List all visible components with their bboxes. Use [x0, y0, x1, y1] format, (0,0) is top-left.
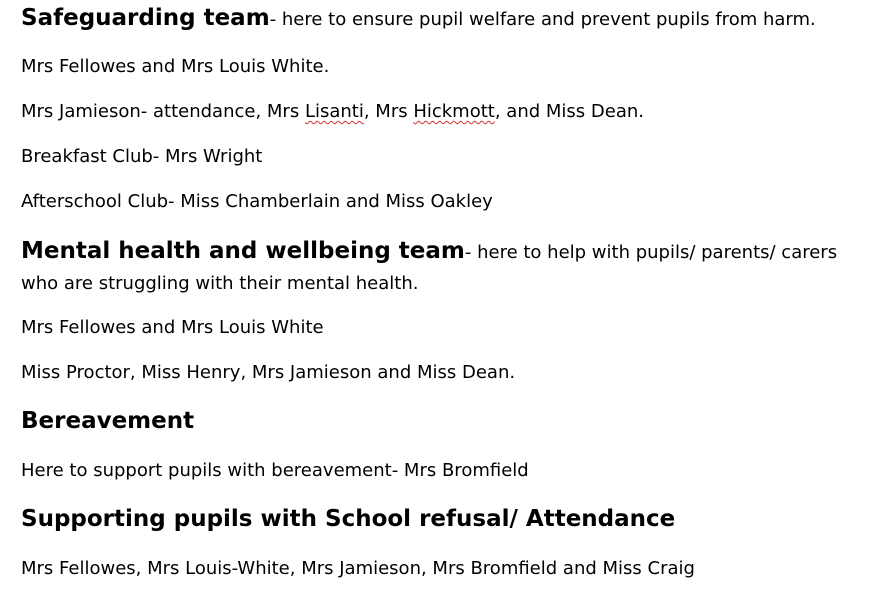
safeguarding-heading-line	[21, 3, 816, 33]
mental-health-staff-leads: Mrs Fellowes and Mrs Louis White	[21, 317, 324, 338]
school-refusal-staff-line: Mrs Fellowes, Mrs Louis-White, Mrs Jamieson, Mrs Bromfield and Miss Craig	[21, 558, 695, 579]
mental-health-staff-team: Miss Proctor, Miss Henry, Mrs Jamieson and Miss Dean.	[21, 362, 516, 383]
mental-health-heading: Mental health and wellbeing team	[21, 238, 465, 264]
safeguarding-staff-leads: Mrs Fellowes and Mrs Louis White.	[21, 56, 330, 77]
text-segment: , and Miss Dean.	[494, 101, 644, 122]
bereavement-heading: Bereavement	[21, 408, 195, 434]
safeguarding-description: - here to ensure pupil welfare and prevent pupils from harm.	[269, 9, 816, 30]
afterschool-club-line: Afterschool Club- Miss Chamberlain and Miss Oakley	[21, 191, 493, 212]
bereavement-heading-line	[21, 406, 194, 436]
safeguarding-staff-attendance	[21, 100, 644, 124]
safeguarding-heading: Safeguarding team	[21, 5, 270, 31]
bereavement-staff-line: Here to support pupils with bereavement- Mrs Bromfield	[21, 460, 529, 481]
mental-health-heading-line	[21, 236, 877, 299]
school-refusal-heading: Supporting pupils with School refusal/ Attendance	[21, 506, 676, 532]
school-refusal-heading-line	[21, 504, 675, 534]
breakfast-club-line: Breakfast Club- Mrs Wright	[21, 146, 263, 167]
mental-health-description: - here to help with pupils/ parents/ carers who are struggling with their mental health.	[21, 242, 838, 294]
spellcheck-name-lisanti: Lisanti	[304, 101, 364, 122]
text-segment: Mrs Jamieson- attendance, Mrs	[21, 101, 305, 122]
spellcheck-name-hickmott: Hickmott	[413, 101, 495, 122]
text-segment: , Mrs	[363, 101, 414, 122]
